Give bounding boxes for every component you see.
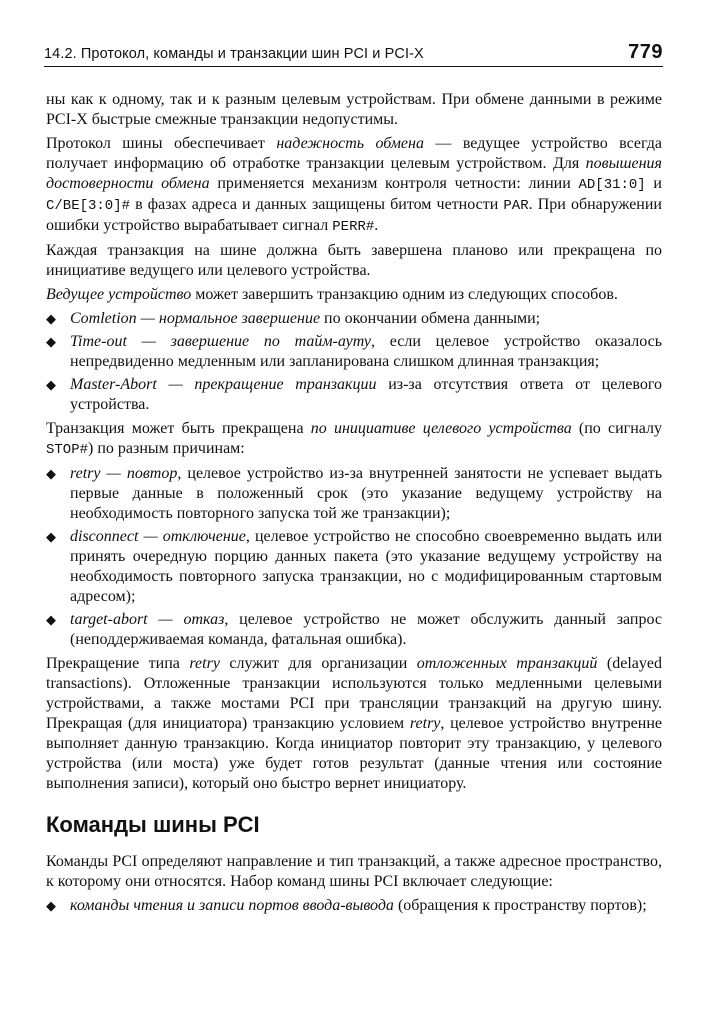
paragraph-5: Транзакция может быть прекращена по инициативе целевого устройства (по сигналу STOP#) по разным причинам: (46, 420, 663, 458)
diamond-bullet-icon: ◆ (46, 529, 56, 544)
list-item: ◆ disconnect — отключение, целевое устройство не способно своевременно выдать или принять очередную порцию данных пакета (это указание ведущему устройству на необходимость повторного запуска транзакции, но с модифицированным стартовым адресом); (46, 528, 663, 605)
page-body (46, 90, 662, 920)
list-item: ◆ target-abort — отказ, целевое устройство не может обслужить данный запрос (неподдерживаемая команда, фатальная ошибка). (46, 611, 662, 648)
diamond-bullet-icon: ◆ (46, 898, 56, 913)
paragraph-4: Ведущее устройство может завершить транзакцию одним из следующих способов. (46, 286, 618, 303)
section-heading: Команды шины PCI (46, 812, 260, 837)
diamond-bullet-icon: ◆ (46, 377, 56, 392)
diamond-bullet-icon: ◆ (46, 612, 56, 627)
paragraph-6: Прекращение типа retry служит для организации отложенных транзакций (delayed transactions). Отложенные транзакции используются только медленными целевыми устройствами, а также мостами PCI при трансляции транзакций на другую шину. Прекращая (для инициатора) транзакцию условием retry, целевое устройство внутренне выполняет данную транзакцию. Когда инициатор повторит эту транзакцию, у целевого устройства (или моста) уже будет готов результат (данные чтения или состояние выполнения записи), который оно быстро вернет инициатору. (46, 655, 663, 792)
paragraph-7: Команды PCI определяют направление и тип транзакций, а также адресное пространство, к которому они относятся. Набор команд шины PCI включает следующие: (46, 853, 662, 890)
diamond-bullet-icon: ◆ (46, 466, 56, 481)
diamond-bullet-icon: ◆ (46, 311, 56, 326)
target-termination-list (46, 464, 662, 650)
list-item: ◆ команды чтения и записи портов ввода-вывода (обращения к пространству портов); (46, 897, 647, 914)
list-item: ◆ Time-out — завершение по тайм-ауту, если целевое устройство оказалось непредвиденно медленным или запланирована слишком длинная транзакция; (46, 333, 662, 370)
header-title: 14.2. Протокол, команды и транзакции шин PCI и PCI-X (44, 46, 424, 62)
paragraph-3: Каждая транзакция на шине должна быть завершена планово или прекращена по инициативе ведущего или целевого устройства. (46, 242, 662, 279)
list-item: ◆ Master-Abort — прекращение транзакции из-за отсутствия ответа от целевого устройства. (46, 376, 663, 413)
list-item: ◆ Comletion — нормальное завершение по окончании обмена данными; (46, 310, 541, 327)
running-header (44, 38, 663, 67)
diamond-bullet-icon: ◆ (46, 334, 56, 349)
list-item: ◆ retry — повтор, целевое устройство из-за внутренней занятости не успевает выдать первые данные в положенный срок (это указание ведущему устройству на необходимость повторного запуска той же транзакции); (46, 465, 663, 522)
paragraph-2: Протокол шины обеспечивает надежность обмена — ведущее устройство всегда получает информацию об отработке транзакции целевым устройством. Для повышения достоверности обмена применяется механизм контроля четности: линии AD[31:0] и C/BE[3:0]# в фазах адреса и данных защищены битом четности PAR. При обнаружении ошибки устройство вырабатывает сигнал PERR#. (46, 135, 662, 235)
paragraph-1: ны как к одному, так и к разным целевым устройствам. При обмене данными в режиме PCI-X быстрые смежные транзакции недопустимы. (46, 91, 662, 128)
pci-commands-list (46, 896, 662, 916)
page-number: 779 (628, 41, 663, 63)
master-termination-list (46, 309, 662, 415)
